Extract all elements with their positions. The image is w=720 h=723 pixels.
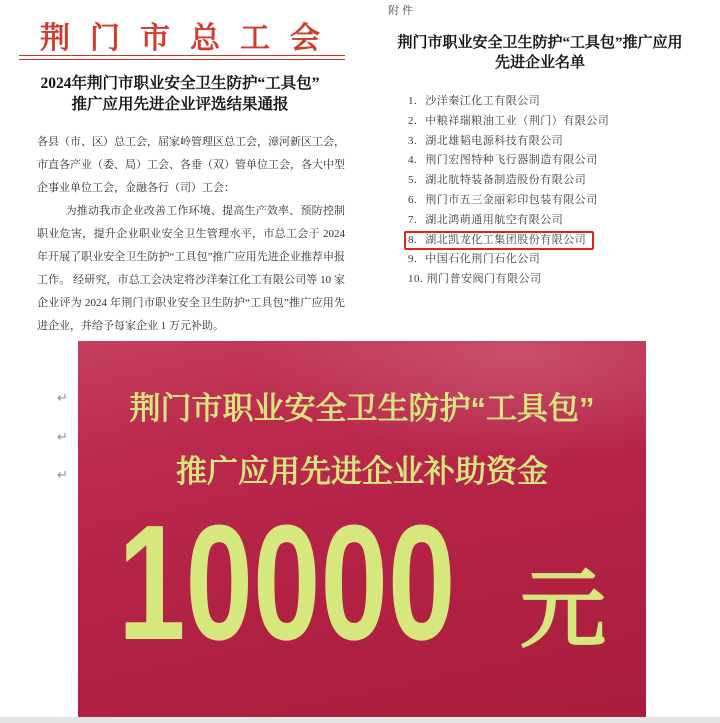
company-name: 中粮祥瑞粮油工业（荆门）有限公司 (425, 114, 610, 127)
company-number: 5. (408, 174, 418, 187)
award-photo (78, 341, 646, 718)
attachment-label: 附件 (388, 5, 416, 17)
return-mark-icon: ↵ (57, 430, 68, 445)
return-mark-icon: ↵ (57, 391, 68, 406)
award-photo-title (78, 377, 646, 503)
company-number: 10. (408, 273, 424, 286)
notice-title (0, 73, 360, 115)
company-row (408, 151, 708, 171)
company-number: 6. (408, 193, 418, 206)
masthead-double-rule (19, 55, 345, 60)
company-number: 2. (408, 114, 418, 127)
company-row (408, 171, 708, 191)
notice-title-line2: 推广应用先进企业评选结果通报 (71, 96, 289, 113)
company-number: 8. (408, 233, 418, 246)
scan-edge-strip (0, 717, 720, 723)
union-masthead: 荆门市总工会 (40, 22, 340, 55)
attachment-title (360, 33, 720, 73)
attachment-title-line2: 先进企业名单 (494, 55, 585, 71)
company-name: 沙洋秦江化工有限公司 (425, 95, 541, 107)
notice-title-line1: 2024年荆门市职业安全卫生防护“工具包” (40, 75, 320, 92)
award-title-line1: 荆门市职业安全卫生防护“工具包” (129, 391, 595, 426)
company-row (408, 112, 708, 132)
notice-document (0, 0, 360, 360)
company-list (408, 92, 708, 290)
company-name: 湖北航特装备制造股份有限公司 (425, 174, 587, 187)
company-name: 荆门普安阀门有限公司 (426, 273, 542, 286)
attachment-document (360, 0, 720, 360)
attachment-title-line1: 荆门市职业安全卫生防护“工具包”推广应用 (397, 35, 683, 51)
company-row (408, 270, 708, 290)
notice-main-paragraph: 为推动我市企业改善工作环境、提高生产效率、预防控制职业危害，提升企业职业安全卫生管理水平，市总工会于 2024 年开展了职业安全卫生防护“工具包”推广应用先进企业推荐申报工作。 经研究，市总工会决定将沙洋秦江化工有限公司等 10 家企业评为 2024 年荆门市职业安全卫生防护“工具包”推广应用先进企业，并给予每家企业 1 万元补助。 (37, 205, 345, 332)
subsidy-amount (78, 491, 646, 674)
company-row-highlighted (408, 231, 708, 251)
company-row (408, 92, 708, 112)
subsidy-amount-value: 10000 (118, 491, 456, 674)
subsidy-currency-unit: 元 (520, 562, 606, 658)
highlight-box (404, 231, 594, 250)
return-mark-icon: ↵ (57, 468, 68, 483)
company-number: 3. (408, 134, 418, 147)
notice-body (37, 131, 345, 338)
company-row (408, 211, 708, 231)
company-name: 湖北鸿萌通用航空有限公司 (425, 213, 564, 226)
company-name: 湖北凯龙化工集团股份有限公司 (425, 233, 587, 246)
company-name: 荆门市五三金丽彩印包装有限公司 (425, 193, 598, 206)
company-number: 7. (408, 213, 418, 226)
company-name: 荆门宏图特种飞行器制造有限公司 (425, 154, 598, 167)
company-name: 中国石化荆门石化公司 (425, 253, 541, 266)
notice-salutation: 各县（市、区）总工会，屈家岭管理区总工会，漳河新区工会，市直各产业（委、局）工会、各垂（双）管单位工会，各大中型企事业单位工会，金融各行（司）工会： (37, 136, 345, 194)
award-title-line2: 推广应用先进企业补助资金 (176, 454, 548, 489)
company-row (408, 132, 708, 152)
company-name: 湖北雄韬电源科技有限公司 (425, 134, 564, 147)
company-number: 1. (408, 95, 418, 107)
company-number: 9. (408, 253, 418, 266)
company-row (408, 191, 708, 211)
company-row (408, 250, 708, 270)
company-number: 4. (408, 154, 418, 167)
